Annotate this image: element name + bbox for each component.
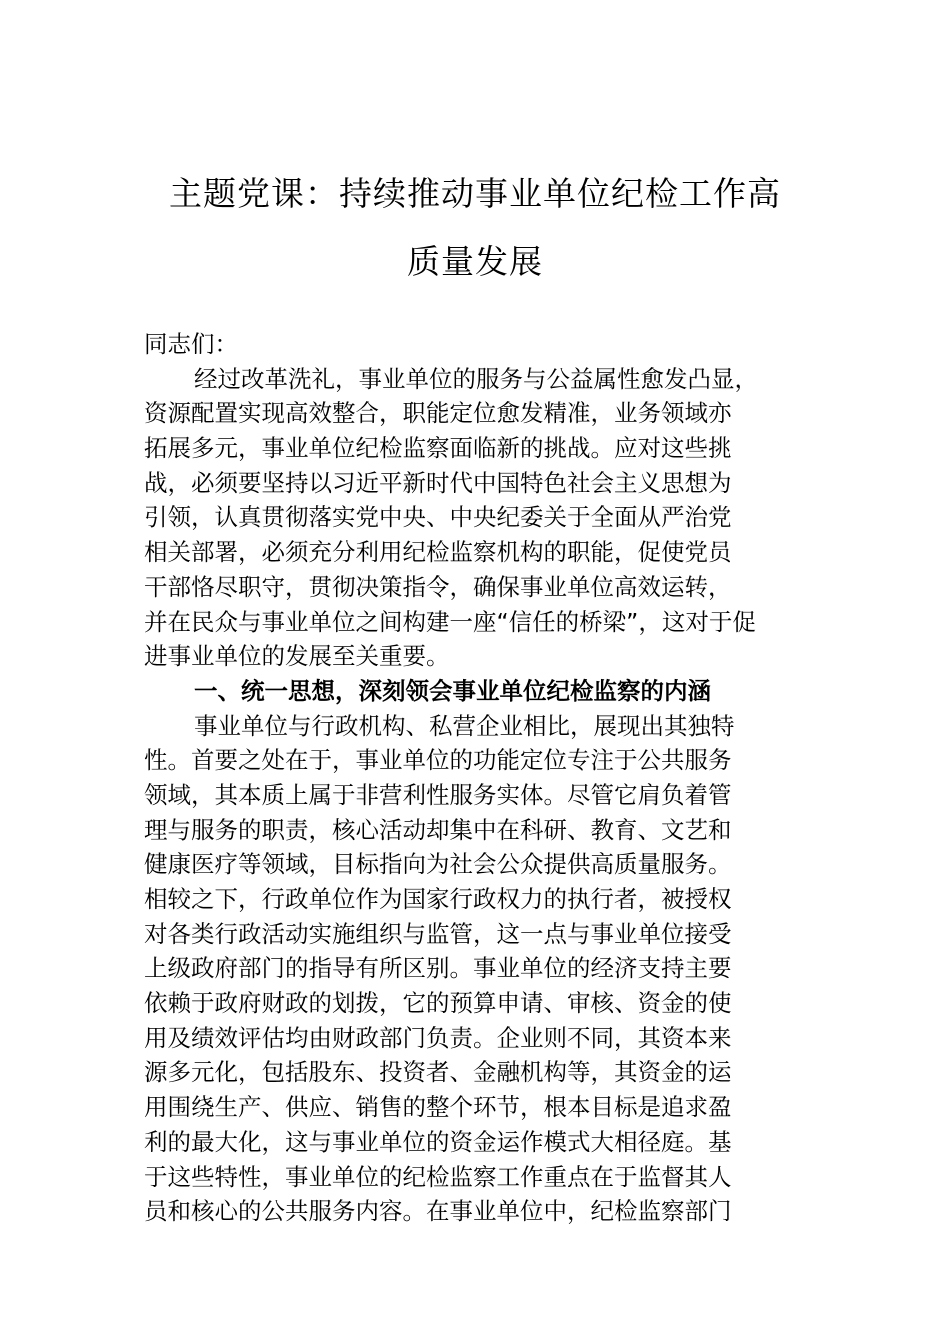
paragraph-line: 用围绕生产、供应、销售的整个环节，根本目标是追求盈 [144, 1093, 732, 1122]
paragraph-line: 健康医疗等领域，目标指向为社会公众提供高质量服务。 [144, 850, 732, 879]
title-line-1: 主题党课：持续推动事业单位纪检工作高 [169, 174, 781, 213]
paragraph-line: 于这些特性，事业单位的纪检监察工作重点在于监督其人 [144, 1162, 732, 1191]
paragraph-line: 进事业单位的发展至关重要。 [144, 642, 450, 671]
paragraph-line: 事业单位与行政机构、私营企业相比，展现出其独特 [194, 711, 735, 740]
paragraph-line: 相关部署，必须充分利用纪检监察机构的职能，促使党员 [144, 538, 732, 567]
paragraph-line: 用及绩效评估均由财政部门负责。企业则不同，其资本来 [144, 1023, 732, 1052]
salutation: 同志们： [144, 330, 238, 358]
paragraph-line: 对各类行政活动实施组织与监管，这一点与事业单位接受 [144, 919, 732, 948]
paragraph-line: 拓展多元，事业单位纪检监察面临新的挑战。应对这些挑 [144, 434, 732, 463]
section-heading: 一、统一思想，深刻领会事业单位纪检监察的内涵 [194, 676, 711, 705]
paragraph-line: 理与服务的职责，核心活动却集中在科研、教育、文艺和 [144, 815, 732, 844]
paragraph-line: 上级政府部门的指导有所区别。事业单位的经济支持主要 [144, 954, 732, 983]
paragraph-line: 并在民众与事业单位之间构建一座“信任的桥梁”，这对于促 [144, 607, 756, 636]
document-body [144, 327, 808, 1229]
paragraph-line: 员和核心的公共服务内容。在事业单位中，纪检监察部门 [144, 1197, 732, 1226]
paragraph-line: 性。首要之处在于，事业单位的功能定位专注于公共服务 [144, 746, 732, 775]
paragraph-line: 干部恪尽职守，贯彻决策指令，确保事业单位高效运转， [144, 572, 732, 601]
title-line-2: 质量发展 [407, 242, 543, 281]
paragraph-line: 利的最大化，这与事业单位的资金运作模式大相径庭。基 [144, 1127, 732, 1156]
paragraph-line: 领域，其本质上属于非营利性服务实体。尽管它肩负着管 [144, 780, 732, 809]
paragraph-line: 源多元化，包括股东、投资者、金融机构等，其资金的运 [144, 1058, 732, 1087]
paragraph-line: 经过改革洗礼，事业单位的服务与公益属性愈发凸显， [194, 364, 758, 393]
paragraph-line: 资源配置实现高效整合，职能定位愈发精准，业务领域亦 [144, 399, 732, 428]
paragraph-1 [144, 362, 808, 674]
paragraph-line: 相较之下，行政单位作为国家行政权力的执行者，被授权 [144, 885, 732, 913]
paragraph-line: 依赖于政府财政的划拨，它的预算申请、审核、资金的使 [144, 989, 732, 1018]
document-title [143, 160, 807, 296]
paragraph-line: 战，必须要坚持以习近平新时代中国特色社会主义思想为 [144, 468, 732, 497]
paragraph-2 [144, 709, 808, 1229]
paragraph-line: 引领，认真贯彻落实党中央、中央纪委关于全面从严治党 [144, 503, 732, 532]
